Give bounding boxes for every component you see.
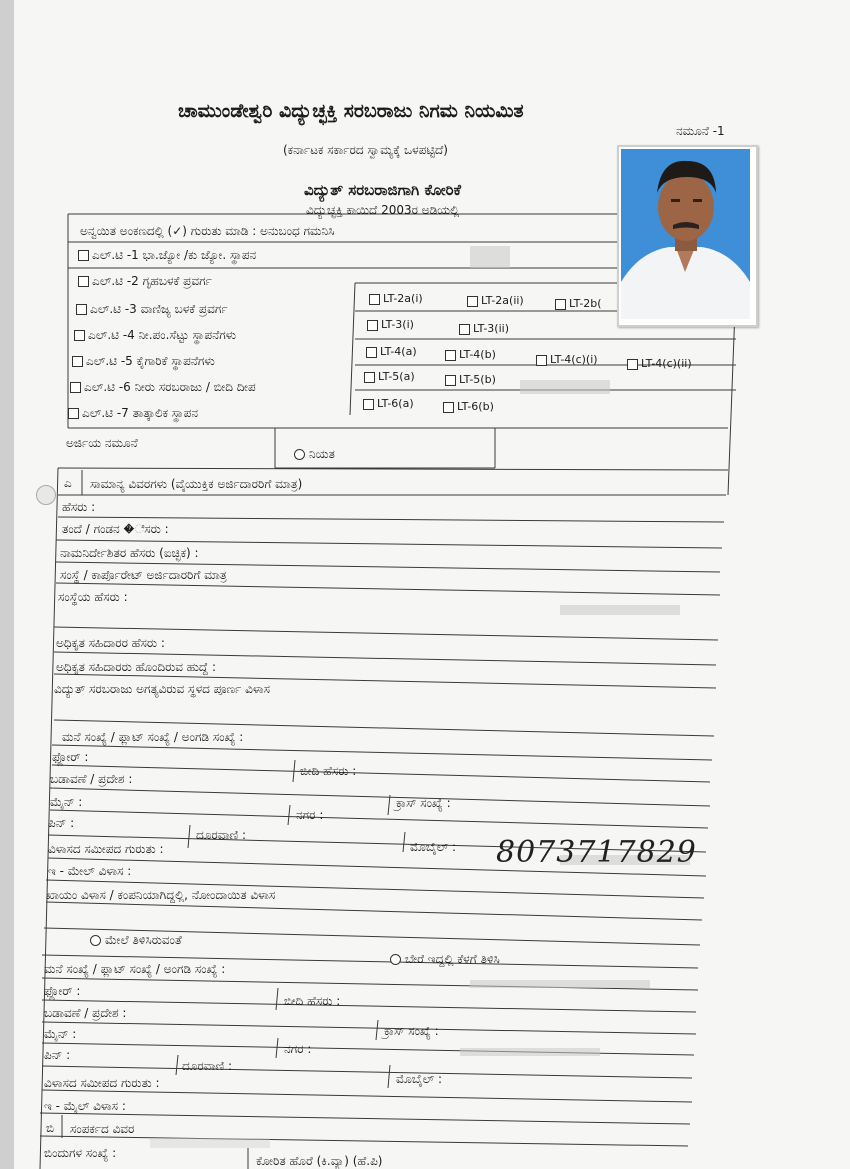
cross-label: ಕ್ರಾಸ್ ಸಂಖ್ಯೆ : [396, 796, 451, 810]
tariff-lt1[interactable] [78, 248, 256, 263]
officer-name-label: ಅಧಿಕೃತ ಸಹಿದಾರರ ಹೆಸರು : [56, 636, 165, 650]
subcode-label: LT-6(a) [377, 397, 414, 410]
subcode-lt3-ii[interactable] [459, 322, 509, 335]
subcode-label: LT-2b( [569, 297, 602, 310]
subcode-label: LT-4(a) [380, 345, 417, 358]
checkbox[interactable] [366, 347, 377, 358]
tariff-lt2[interactable] [78, 274, 212, 289]
tariff-lt3[interactable] [76, 302, 228, 317]
subcode-lt2a-i[interactable] [369, 292, 423, 305]
checkbox[interactable] [459, 324, 470, 335]
main-label: ಮೈನ್ : [50, 795, 83, 809]
checkbox[interactable] [364, 372, 375, 383]
subcode-lt6b[interactable] [443, 400, 494, 413]
city-label-2: ನಗರ : [284, 1042, 312, 1056]
checkbox[interactable] [70, 382, 81, 393]
section-b-letter: ಬಿ [46, 1121, 55, 1135]
applicant-photo [617, 145, 758, 327]
tariff-lt6-label: ಎಲ್.ಟಿ -6 ನೀರು ಸರಬರಾಜು / ಬೀದಿ ದೀಪ [84, 380, 256, 394]
subcode-lt3-i[interactable] [367, 318, 414, 331]
subcode-lt4b[interactable] [445, 348, 496, 361]
requested-load-label: ಕೋರಿತ ಹೊರೆ (ಕಿ.ವ್ಯಾ) (ಹೆ.ಪಿ) [256, 1154, 383, 1168]
radio[interactable] [294, 449, 305, 460]
checkbox[interactable] [367, 320, 378, 331]
email-label-2: ಇ - ಮೈಲ್ ವಿಳಾಸ : [44, 1099, 126, 1113]
subcode-lt4c-ii[interactable] [627, 357, 692, 370]
tariff-lt1-label: ಎಲ್.ಟಿ -1 ಭಾ.ಜ್ಯೋ /ಕು ಜ್ಯೋ. ಸ್ಥಾಪನ [92, 248, 257, 262]
form-number: ನಮೂನೆ -1 [676, 124, 725, 138]
application-type-label: ಅರ್ಜಿಯ ನಮೂನೆ [66, 436, 138, 450]
tariff-lt5[interactable] [72, 354, 215, 369]
subcode-lt4c-i[interactable] [536, 353, 598, 366]
option-other-below[interactable] [390, 952, 500, 967]
locality-label-2: ಬಡಾವಣೆ / ಪ್ರದೇಶ : [44, 1006, 127, 1020]
subcode-label: LT-6(b) [457, 400, 494, 413]
checkbox[interactable] [78, 276, 89, 287]
name-label: ಹೆಸರು : [62, 500, 96, 514]
checkbox[interactable] [445, 350, 456, 361]
subcode-label: LT-4(b) [459, 348, 496, 361]
cross-label-2: ಕ್ರಾಸ್ ಸಂಖ್ಯೆ : [384, 1024, 439, 1038]
checkbox[interactable] [363, 399, 374, 410]
subcode-label: LT-2a(ii) [481, 294, 524, 307]
officer-designation-label: ಅಧಿಕೃತ ಸಹಿದಾರರು ಹೊಂದಿರುವ ಹುದ್ದೆ : [56, 660, 217, 674]
supply-address-heading: ವಿದ್ಯುತ್ ಸರಬರಾಜು ಅಗತ್ಯವಿರುವ ಸ್ಥಳದ ಪೂರ್ಣ ವಿಳಾಸ [54, 682, 270, 696]
floor-label-2: ಫ್ಲೋರ್ : [44, 984, 81, 998]
mobile-number-handwritten: 8073717829 [496, 835, 697, 870]
floor-label: ಫ್ಲೋರ್ : [52, 750, 89, 764]
subcode-label: LT-5(b) [459, 373, 496, 386]
mobile-label-2: ಮೊಬೈಲ್ : [396, 1072, 443, 1086]
tariff-lt6[interactable] [70, 380, 256, 395]
radio[interactable] [90, 935, 101, 946]
subcode-label: LT-5(a) [378, 370, 415, 383]
checkbox[interactable] [536, 355, 547, 366]
permanent-address-heading: ಖಾಯಂ ವಿಳಾಸ / ಕಂಪನಿಯಾಗಿದ್ದಲ್ಲಿ, ನೋಂದಾಯಿತ ವಿಳಾಸ [46, 888, 276, 902]
father-husband-label: ತಂದೆ / ಗಂಡನ �ೆಸರು : [62, 522, 169, 536]
tariff-lt5-label: ಎಲ್.ಟಿ -5 ಕೈಗಾರಿಕೆ ಸ್ಥಾಪನೆಗಳು [86, 354, 215, 368]
tariff-lt7[interactable] [68, 406, 198, 421]
house-number-label-2: ಮನೆ ಸಂಖ್ಯೆ / ಫ್ಲಾಟ್ ಸಂಖ್ಯೆ / ಅಂಗಡಿ ಸಂಖ್ಯೆ : [44, 962, 226, 976]
form-title: ವಿದ್ಯುತ್ ಸರಬರಾಜಿಗಾಗಿ ಕೋರಿಕೆ [304, 181, 461, 199]
pin-label-2: ಪಿನ್ : [44, 1048, 71, 1062]
tariff-lt4[interactable] [74, 328, 236, 343]
section-b-title: ಸಂಪರ್ಕದ ವಿವರ [70, 1122, 135, 1136]
tariff-lt7-label: ಎಲ್.ಟಿ -7 ತಾತ್ಕಾಲಿಕ ಸ್ಥಾಪನ [82, 406, 198, 420]
tariff-lt3-label: ಎಲ್.ಟಿ -3 ವಾಣಿಜ್ಯ ಬಳಕೆ ಪ್ರವರ್ಗ [90, 302, 228, 316]
checkbox[interactable] [555, 299, 566, 310]
pin-label: ಪಿನ್ : [48, 816, 75, 830]
radio[interactable] [390, 954, 401, 965]
checkbox[interactable] [76, 304, 87, 315]
checkbox[interactable] [68, 408, 79, 419]
subcode-lt6a[interactable] [363, 397, 414, 410]
organisation-name-label: ಸಂಸ್ಥೆಯ ಹೆಸರು : [58, 590, 128, 604]
checkbox[interactable] [78, 250, 89, 261]
corporate-only-label: ಸಂಸ್ಥೆ / ಕಾರ್ಪೊರೇಟ್ ಅರ್ಜಿದಾರರಿಗೆ ಮಾತ್ರ [60, 568, 227, 582]
subcode-lt5a[interactable] [364, 370, 415, 383]
subcode-lt2b[interactable] [555, 297, 602, 310]
house-number-label: ಮನೆ ಸಂಖ್ಯೆ / ಫ್ಲಾಟ್ ಸಂಖ್ಯೆ / ಅಂಗಡಿ ಸಂಖ್ಯೆ : [62, 730, 244, 744]
nominee-label: ನಾಮನಿರ್ದೇಶಿತರ ಹೆಸರು (ಐಚ್ಛಿಕ) : [60, 546, 199, 560]
points-number-label: ಬಿಂದುಗಳ ಸಂಖ್ಯೆ : [44, 1146, 117, 1160]
checkbox[interactable] [72, 356, 83, 367]
main-label-2: ಮೈನ್ : [44, 1027, 77, 1041]
email-label: ಇ - ಮೇಲ್ ವಿಳಾಸ : [48, 864, 132, 878]
subcode-label: LT-4(c)(ii) [641, 357, 692, 370]
phone-label-2: ದೂರವಾಣಿ : [182, 1059, 233, 1073]
subcode-label: LT-2a(i) [383, 292, 423, 305]
section-a-title: ಸಾಮಾನ್ಯ ವಿವರಗಳು (ವೈಯುಕ್ತಿಕ ಅರ್ಜಿದಾರರಿಗೆ ಮಾತ್ರ) [90, 477, 303, 491]
phone-label: ದೂರವಾಣಿ : [196, 828, 247, 842]
locality-label: ಬಡಾವಣೆ / ಪ್ರದೇಶ : [50, 772, 133, 786]
tariff-lt4-label: ಎಲ್.ಟಿ -4 ನೀ.ಪಂ.ಸೆಟ್ಟು ಸ್ಥಾಪನೆಗಳು [88, 328, 237, 342]
subcode-lt4a[interactable] [366, 345, 417, 358]
application-type-option-label: ನಿಯತ [309, 447, 335, 461]
checkbox[interactable] [445, 375, 456, 386]
subcode-label: LT-3(ii) [473, 322, 509, 335]
option-same-as-above[interactable] [90, 933, 182, 948]
other-below-label: ಬೇರೆ ಇದ್ದಲ್ಲಿ ಕೆಳಗೆ ತಿಳಿಸಿ [405, 952, 500, 966]
checkbox[interactable] [74, 330, 85, 341]
subcode-label: LT-4(c)(i) [550, 353, 598, 366]
subcode-lt5b[interactable] [445, 373, 496, 386]
street-label-2: ಬೀದಿ ಹೆಸರು : [284, 994, 341, 1008]
punch-hole [36, 485, 56, 505]
application-type-regular[interactable] [294, 447, 335, 462]
tariff-lt2-label: ಎಲ್.ಟಿ -2 ಗೃಹಬಳಕೆ ಪ್ರವರ್ಗ [92, 274, 212, 288]
ownership-note: (ಕರ್ನಾಟಕ ಸರ್ಕಾರದ ಸ್ವಾಮ್ಯಕ್ಕೆ ಒಳಪಟ್ಟಿದೆ) [283, 143, 448, 157]
subcode-label: LT-3(i) [381, 318, 414, 331]
same-as-above-label: ಮೇಲೆ ತಿಳಿಸಿರುವಂತೆ [105, 933, 182, 947]
section-a-letter: ಎ [64, 476, 72, 490]
landmark-label-2: ವಿಳಾಸದ ಸಮೀಪದ ಗುರುತು : [44, 1076, 160, 1090]
street-label: ಬೀದಿ ಹೆಸರು : [300, 764, 357, 778]
landmark-label: ವಿಳಾಸದ ಸಮೀಪದ ಗುರುತು : [48, 842, 164, 856]
checkbox[interactable] [467, 296, 478, 307]
checkbox[interactable] [369, 294, 380, 305]
mobile-label: ಮೊಬೈಲ್ : [410, 840, 457, 854]
company-name: ಚಾಮುಂಡೇಶ್ವರಿ ವಿದ್ಯುಚ್ಛಕ್ತಿ ಸರಬರಾಜು ನಿಗಮ ನಿಯಮಿತ [178, 100, 524, 122]
city-label: ನಗರ : [296, 808, 324, 822]
checkbox[interactable] [627, 359, 638, 370]
act-reference: ವಿದ್ಯುಚ್ಛಕ್ತಿ ಕಾಯಿದೆ 2003ರ ಅಡಿಯಲ್ಲಿ [306, 203, 460, 217]
checkbox[interactable] [443, 402, 454, 413]
subcode-lt2a-ii[interactable] [467, 294, 524, 307]
tariff-instruction: ಅನ್ವಯಿತ ಅಂಕಣದಲ್ಲಿ (✓) ಗುರುತು ಮಾಡಿ : ಅನುಬಂಧ ಗಮನಿಸಿ [80, 224, 335, 238]
